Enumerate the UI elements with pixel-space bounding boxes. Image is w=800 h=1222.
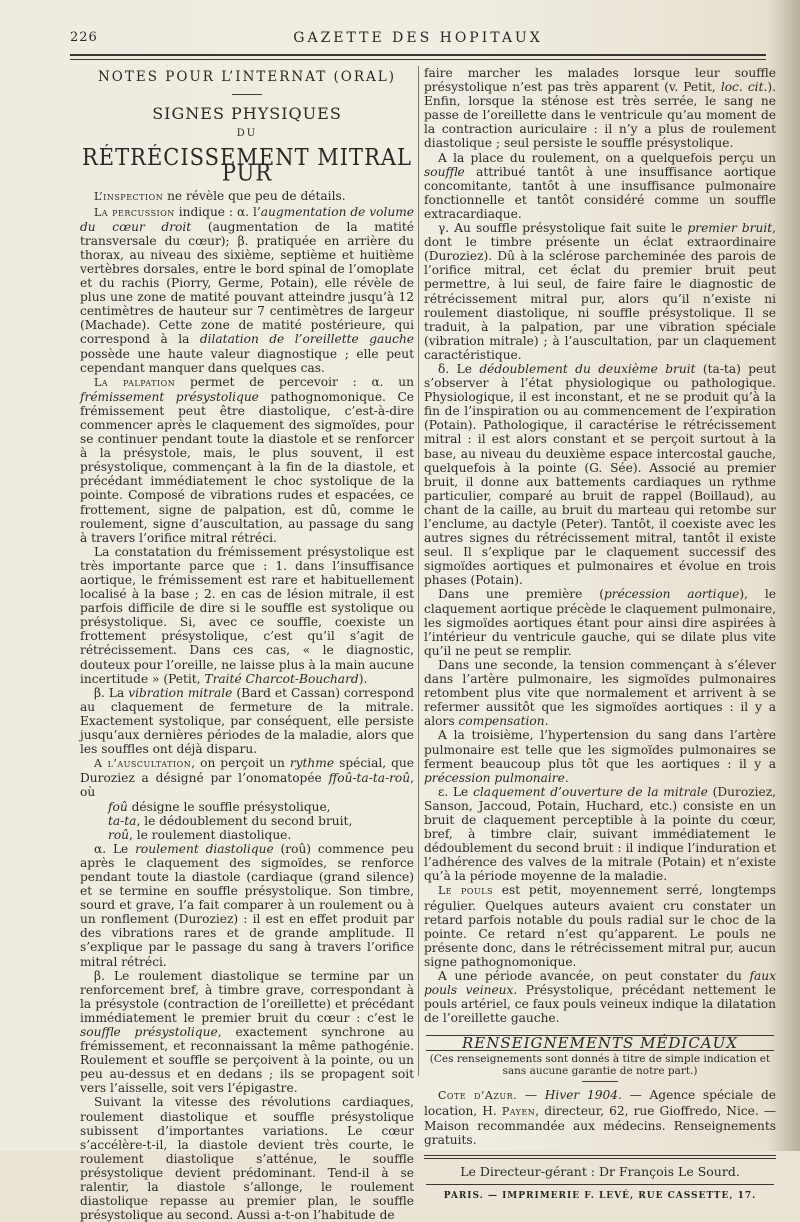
footer-rule-3 (426, 1184, 774, 1185)
rhythm-line-fou: foû désigne le souffle présystolique, (108, 799, 331, 814)
article-title-line1: SIGNES PHYSIQUES (152, 104, 342, 124)
right-column (424, 66, 776, 1203)
paragraph-faux-pouls: A une période avancée, on peut constater du faux pouls veineux. Présystolique, précédant nettement le pouls artériel, ce faux pouls veineux indique la dilatation de l’oreillette gauche. (424, 969, 776, 1026)
section-dash (582, 1081, 618, 1082)
paragraph-percussion: La percussion indique : α. l’augmentation de volume du cœur droit (augmentation de la matité transversale du cœur); β. pratiquée en arrière du thorax, au niveau des sixième, septième et huitième vertèbres dorsales, entre le bord spinal de l’omoplate et du rachis (Piorry, Germe, Potain), elle révèle de plus une zone de matité pouvant atteindre jusqu’à 12 centimètres de hauteur sur 7 centimètres de largeur (Machade). Cette zone de matité postérieure, qui correspond à la dilatation de l’oreillette gauche possède une haute valeur diagnostique ; elle peut cependant manquer dans quelques cas. (80, 204, 415, 375)
footer-rule-2 (424, 1158, 776, 1159)
paragraph-claquement-ouverture: ε. Le claquement d’ouverture de la mitrale (Duroziez, Sanson, Jaccoud, Potain, Huchard, etc.) consiste en un bruit de claquement perceptible à la pointe du cœur, bref, à timbre clair, suivant immédiatement le dédoublement du second bruit : il indique l’induration et l’adhérence des valves de la mitrale (Potain) et n’existe qu’à la période moyenne de la maladie. (424, 784, 777, 884)
header-rule-thick (70, 54, 766, 56)
article-title-main: RÉTRÉCISSEMENT MITRAL PUR (81, 144, 412, 187)
paragraph-roulement: α. Le roulement diastolique (roû) commence peu après le claquement des sigmoïdes, se renforce pendant toute la diastole (cardiaque (grand silence) et se termine en souffle présystolique. Son timbre, sourd et grave, l’a fait comparer à un roulement ou à un ronflement (Duroziez) : il est en effet produit par des vibrations rares et de grande amplitude. Il s’explique par le passage du sang à travers l’orifice mitral rétréci. (80, 841, 414, 969)
paragraph-premiere-phase: Dans une première (précession aortique), le claquement aortique précède le claquement pulmonaire, les sigmoïdes aortiques étant pour ainsi dire aspirées à l’intérieur du ventricule gauche, qui se dilate plus vite qu’il ne peut se remplir. (424, 587, 776, 658)
paragraph-inspection: L’inspection ne révèle que peu de détails. (94, 189, 346, 204)
paragraph-constatation: La constatation du frémissement présystolique est très importante parce que : 1. dans l’insuffisance aortique, le frémissement est rare et habituellement localisé à la base ; 2. en cas de lésion mitrale, il est parfois difficile de dire si le souffle est systolique ou présystolique. Si, avec ce souffle, coexiste un frottement présystolique, c’est qu’il s’agit de rétrécissement. Dans ces cas, « le diagnostic, douteux pour l’oreille, ne laisse plus à la main aucune incertitude » (Petit, Traité Charcot-Bouchard). (80, 544, 414, 686)
renseignements-section (424, 1035, 776, 1203)
paragraph-continuation: faire marcher les malades lorsque leur souffle présystolique n’est pas très apparent (v. Petit, loc. cit.). Enfin, lorsque la sténose est très serrée, le sang ne passe de l’oreillette dans le ventricule qu’au moment de la contraction auriculaire : il n’y a plus de roulement diastolique ; seul persiste le souffle présystolique. (424, 66, 776, 151)
directeur-gerant: Le Directeur-gérant : Dr François Le Sourd. (460, 1163, 740, 1179)
renseignements-heading: RENSEIGNEMENTS MÉDICAUX (462, 1034, 738, 1053)
paragraph-palpation: La palpation permet de percevoir : α. un frémissement présystolique pathognomonique. Ce frémissement peut être diastolique, c’est-à-dire commencer après le claquement des sigmoïdes, pour se continuer pendant toute la diastole et se renforcer à la présystole, mais, le plus souvent, il est présystolique, commençant à la fin de la diastole, et précédant immédiatement le choc systolique de la pointe. Composé de vibrations rudes et espacées, ce frottement, signe de palpation, est dû, comme le roulement, signe d’auscultation, au passage du sang à travers l’orifice mitral rétréci. (80, 374, 414, 545)
paragraph-vibration-mitrale: β. La vibration mitrale (Bard et Cassan) correspond au claquement de fermeture de la mitrale. Exactement systolique, par conséquent, elle persiste jusqu’aux dernières périodes de la maladie, alors que les souffles ont déjà disparu. (80, 685, 414, 757)
column-divider (418, 66, 419, 1076)
renseignements-subtitle: (Ces renseignements sont donnés à titre de simple indication et sans aucune garantie de notre part.) (429, 1053, 771, 1078)
paragraph-souffle-presystolique: β. Le roulement diastolique se termine par un renforcement bref, à timbre grave, correspondant à la présystole (contraction de l’oreillette) et précédant immédiatement le premier bruit du cœur : c’est le souffle présystolique, exactement synchrone au frémissement, et reconnaissant la même pathogénie. Roulement et souffle se perçoivent à la pointe, ou un peu au-dessus et en dedans ; ils se propagent soit vers l’aisselle, soit vers l’épigastre. (80, 968, 415, 1096)
paragraph-pouls: Le pouls est petit, moyennement serré, longtemps régulier. Quelques auteurs avaient cru constater un retard parfois notable du pouls radial sur le choc de la pointe. Ce retard n’est qu’apparent. Le pouls ne présente donc, dans le rétrécissement mitral pur, aucun signe pathognomonique. (424, 883, 776, 969)
paragraph-troisieme-phase: A la troisième, l’hypertension du sang dans l’artère pulmonaire est telle que les sigmoïdes pulmonaires se ferment beaucoup plus tôt que les aortiques : il y a précession pulmonaire. (424, 728, 776, 785)
renseignements-entry: Cote d’Azur. — Hiver 1904. — Agence spéciale de location, H. Payen, directeur, 62, rue Gioffredo, Nice. — Maison recommandée aux médecins. Renseignements gratuits. (424, 1088, 777, 1147)
rhythm-line-tata: ta-ta, le dédoublement du second bruit, (108, 813, 353, 828)
paragraph-souffle: A la place du roulement, on a quelquefois perçu un souffle attribué tantôt à une insuffisance aortique concomitante, tantôt à une insuffisance pulmonaire fonctionnelle et tantôt considéré comme un souffle extracardiaque. (424, 150, 776, 221)
page-header (70, 30, 766, 50)
footer-rule-1 (424, 1155, 776, 1156)
left-column (80, 66, 414, 1222)
paragraph-premier-bruit: γ. Au souffle présystolique fait suite le premier bruit, dont le timbre présente un éclat extraordinaire (Duroziez). Dû à la sclérose parcheminée des parois de l’orifice mitral, cet éclat du premier bruit peut permettre, à lui seul, de faire faire le diagnostic de rétrécissement mitral pur, alors qu’il n’existe ni roulement diastolique, ni souffle présystolique. Il se traduit, à la palpation, par une vibration spéciale (vibration mitrale) ; à l’auscultation, par un claquement caractéristique. (424, 221, 777, 362)
rhythm-line-rou: roû, le roulement diastolique. (108, 827, 292, 842)
running-title: GAZETTE DES HOPITAUX (293, 30, 543, 46)
paragraph-auscultation: A l’auscultation, on perçoit un rythme spécial, que Duroziez a désigné par l’onomatopée ffoû-ta-ta-roû, où (80, 756, 414, 800)
article-kicker: NOTES POUR L’INTERNAT (ORAL) (97, 69, 397, 85)
paragraph-dedoublement: δ. Le dédoublement du deuxième bruit (ta-ta) peut s’observer à l’état physiologique ou pathologique. Physiologique, il est inconstant, et ne se produit qu’à la fin de l’inspiration ou au commencement de l’expiration (Potain). Pathologique, il caractérise le rétrécissement mitral : il est alors constant et se perçoit surtout à la base, au niveau du deuxième espace intercostal gauche, quelquefois à la pointe (G. Sée). Associé au premier bruit, il donne aux battements cardiaques un rythme particulier, comparé au bruit de rappel (Boillaud), au chant de la caille, au bruit du marteau qui retombe sur l’enclume, au dactyle (Peter). Tantôt, il coexiste avec les autres signes du rétrécissement mitral, tantôt il existe seul. Il s’explique par le claquement successif des sigmoïdes aortiques et pulmonaires et évolue en trois phases (Potain). (424, 361, 777, 588)
article-title-du: DU (236, 128, 258, 140)
paragraph-seconde-phase: Dans une seconde, la tension commençant à s’élever dans l’artère pulmonaire, les sigmoïdes pulmonaires retombent plus vite que normalement et arrivent à se refermer aussitôt que les sigmoïdes aortiques : il y a alors compensation. (424, 657, 776, 729)
kicker-dash (232, 94, 262, 95)
imprimerie: PARIS. — IMPRIMERIE F. LEVÉ, RUE CASSETTE, 17. (443, 1190, 757, 1201)
header-rule-thin (70, 59, 766, 60)
paragraph-vitesse: Suivant la vitesse des révolutions cardiaques, roulement diastolique et souffle présystolique subissent d’importantes variations. Le cœur s’accélère-t-il, la diastole devient très courte, le roulement diastolique s’atténue, le souffle présystolique devient prédominant. Tend-il à se ralentir, la diastole s’allonge, le roulement diastolique repasse au premier plan, le souffle présystolique au second. Aussi a-t-on l’habitude de (80, 1095, 414, 1222)
page-number: 226 (70, 30, 98, 45)
